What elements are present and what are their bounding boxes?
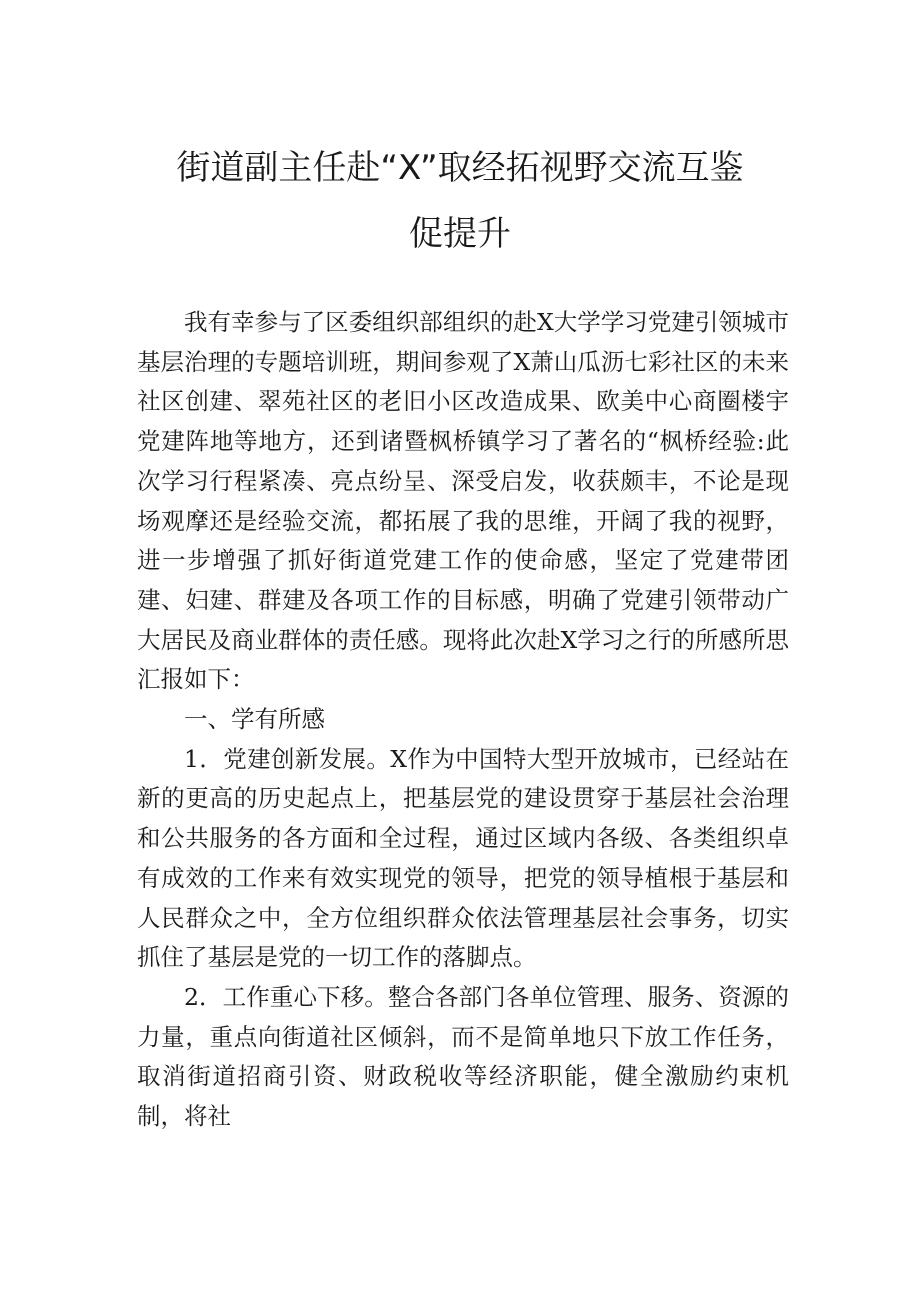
point-2-paragraph: 2．工作重心下移。整合各部门各单位管理、服务、资源的力量，重点向街道社区倾斜，而不是简单地只下放工作任务，取消街道招商引资、财政税收等经济职能，健全激励约束机制，将社	[137, 982, 789, 1131]
intro-paragraph: 我有幸参与了区委组织部组织的赴X大学学习党建引领城市基层治理的专题培训班，期间参观了X萧山瓜沥七彩社区的未来社区创建、翠苑社区的老旧小区改造成果、欧美中心商圈楼宇党建阵地等地方，还到诸暨枫桥镇学习了著名的“枫桥经验:此次学习行程紧凑、亮点纷呈、深受启发，收获颇丰，不论是现场观摩还是经验交流，都拓展了我的思维，开阔了我的视野，进一步增强了抓好街道党建工作的使命感，坚定了党建带团建、妇建、群建及各项工作的目标感，明确了党建引领带动广大居民及商业群体的责任感。现将此次赴X学习之行的所感所思汇报如下：	[137, 308, 789, 694]
section-heading: 一、学有所感	[184, 705, 325, 734]
document-body	[137, 303, 789, 1137]
point-1-paragraph: 1．党建创新发展。X作为中国特大型开放城市，已经站在新的更高的历史起点上，把基层党的建设贯穿于基层社会治理和公共服务的各方面和全过程，通过区域内各级、各类组织卓有成效的工作来有效实现党的领导，把党的领导植根于基层和人民群众之中，全方位组织群众依法管理基层社会事务，切实抓住了基层是党的一切工作的落脚点。	[137, 744, 789, 972]
document-title: 街道副主任赴“X”取经拓视野交流互鉴促提升	[176, 148, 744, 254]
